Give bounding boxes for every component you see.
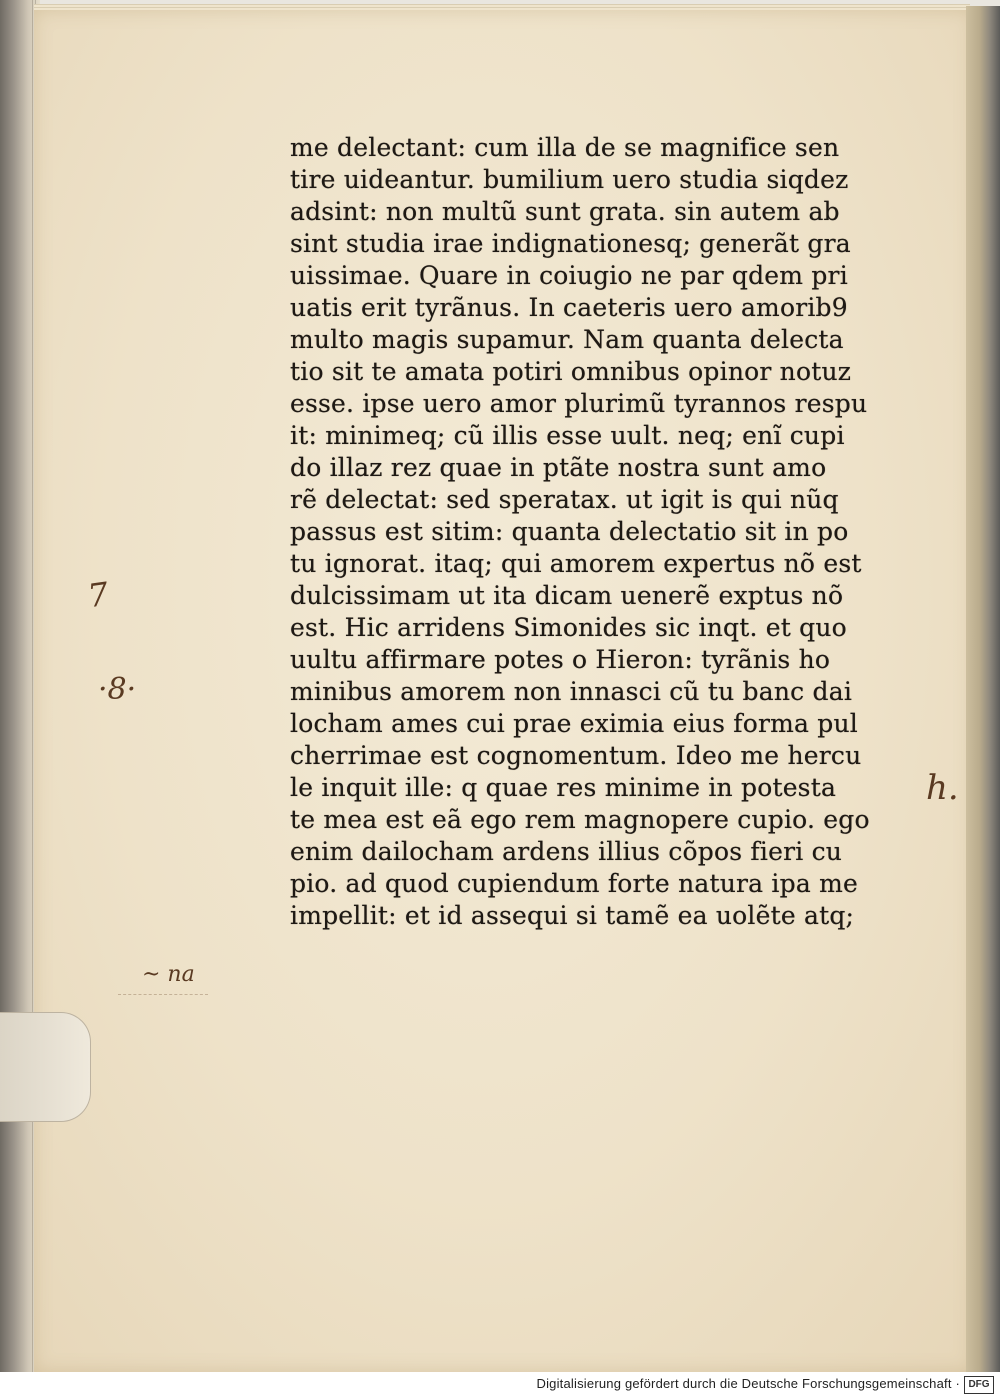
margin-note-8: ·8· xyxy=(98,672,137,707)
text-line: sint studia irae indignationesq; generãt gra xyxy=(290,229,851,258)
text-line: pio. ad quod cupiendum forte natura ipa me xyxy=(290,869,858,898)
text-line: enim dailocham ardens illius cõpos fieri cu xyxy=(290,837,843,866)
margin-note-7: 7 xyxy=(85,574,111,616)
footer-credit: Digitalisierung gefördert durch die Deutsche Forschungsgemeinschaft · xyxy=(536,1376,960,1391)
text-line: me delectant: cum illa de se magnifice sen xyxy=(290,133,840,162)
text-line: minibus amorem non innasci cũ tu banc dai xyxy=(290,677,853,706)
text-line: locham ames cui prae eximia eius forma pul xyxy=(290,709,858,738)
text-line: uatis erit tyrãnus. In caeteris uero amorib9 xyxy=(290,293,848,322)
text-line: impellit: et id assequi si tamẽ ea uolẽte atq; xyxy=(290,901,855,930)
text-line: uultu affirmare potes o Hieron: tyrãnis ho xyxy=(290,645,831,674)
text-line: adsint: non multũ sunt grata. sin autem ab xyxy=(290,197,840,226)
margin-note-na: ~ na xyxy=(142,962,195,987)
page-clip-tab xyxy=(0,1012,91,1122)
text-line: tu ignorat. itaq; qui amorem expertus nõ est xyxy=(290,549,862,578)
dfg-logo: DFG xyxy=(964,1376,994,1394)
text-line: multo magis supamur. Nam quanta delecta xyxy=(290,325,844,354)
text-line: tio sit te amata potiri omnibus opinor notuz xyxy=(290,357,852,386)
margin-dash xyxy=(118,994,208,995)
text-line: rẽ delectat: sed speratax. ut igit is qui nũq xyxy=(290,485,839,514)
text-line: do illaz rez quae in ptãte nostra sunt amo xyxy=(290,453,827,482)
text-line: tire uideantur. bumilium uero studia siqdez xyxy=(290,165,849,194)
printed-text-block xyxy=(290,132,920,932)
text-line: est. Hic arridens Simonides sic inqt. et quo xyxy=(290,613,847,642)
text-line: passus est sitim: quanta delectatio sit in po xyxy=(290,517,849,546)
text-line: le inquit ille: q quae res minime in potesta xyxy=(290,773,837,802)
text-line: esse. ipse uero amor plurimũ tyrannos respu xyxy=(290,389,868,418)
margin-note-h: h. xyxy=(926,768,959,808)
text-line: cherrimae est cognomentum. Ideo me hercu xyxy=(290,741,862,770)
text-line: it: minimeq; cũ illis esse uult. neq; enĩ cupi xyxy=(290,421,845,450)
text-line: te mea est eã ego rem magnopere cupio. ego xyxy=(290,805,870,834)
text-line: dulcissimam ut ita dicam uenerẽ exptus nõ xyxy=(290,581,844,610)
right-book-edge xyxy=(966,6,1000,1372)
text-line: uissimae. Quare in coiugio ne par qdem pri xyxy=(290,261,848,290)
